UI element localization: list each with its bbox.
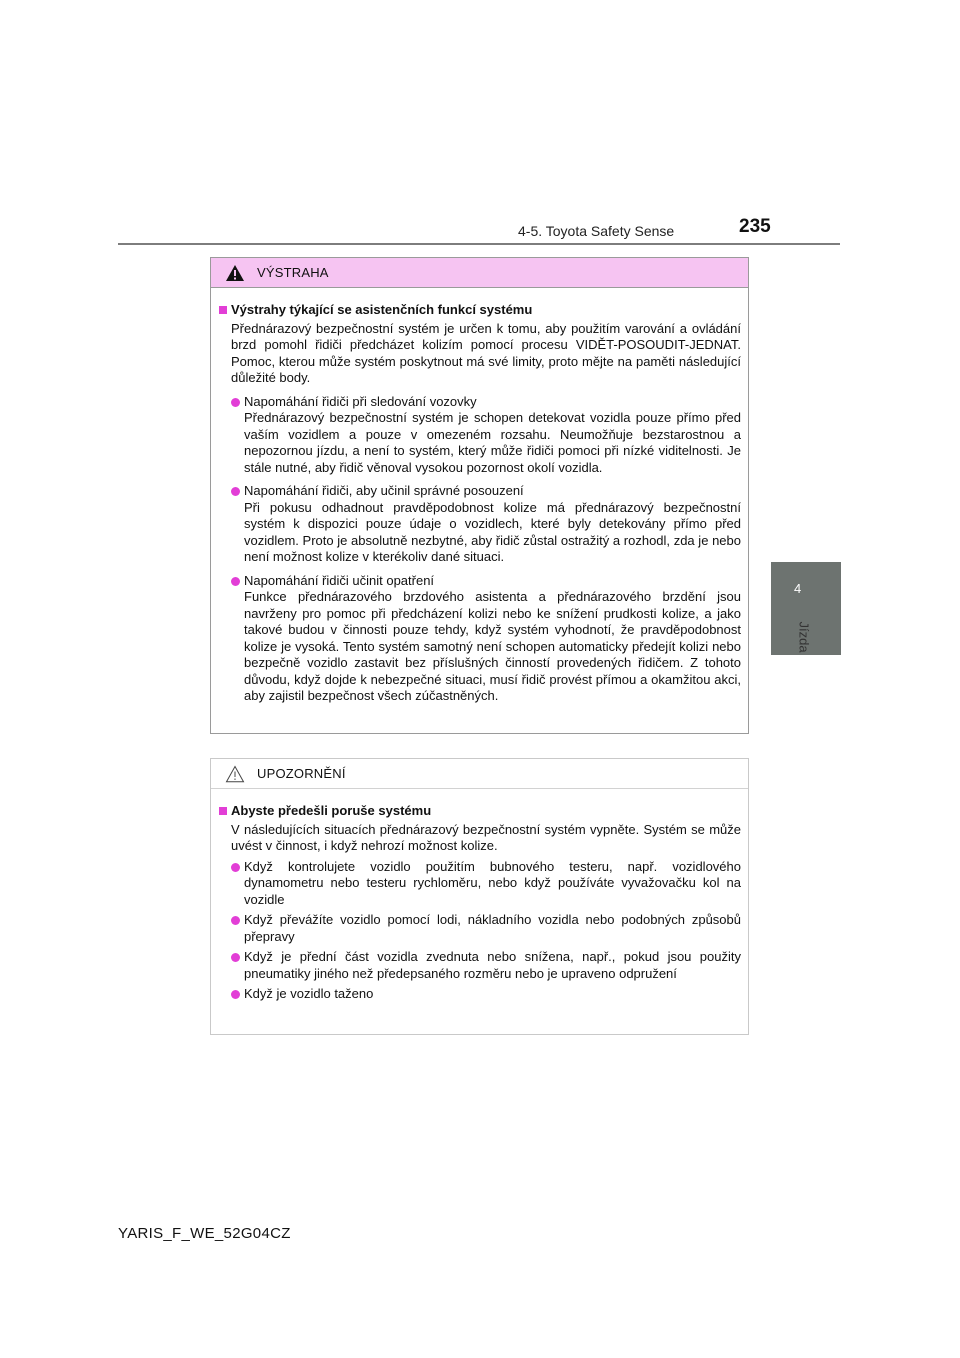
list-item (219, 573, 741, 705)
document-code: YARIS_F_WE_52G04CZ (118, 1225, 291, 1242)
list-item (219, 912, 741, 945)
round-bullet-icon (231, 487, 240, 496)
caution-box (210, 758, 749, 1035)
list-item (219, 394, 741, 477)
page-number: 235 (739, 216, 771, 237)
caution-title: UPOZORNĚNÍ (257, 766, 346, 781)
warning-content (219, 302, 741, 705)
square-bullet-icon (219, 306, 227, 314)
warning-intro: Přednárazový bezpečnostní systém je určen k tomu, aby použitím varování a ovládání brzd pomohl řidiči předcházet kolizím pomocí procesu VIDĚT-POSOUDIT-JEDNAT. Pomoc, kterou může systém poskytnout má své limity, proto mějte na paměti následující důležité body. (231, 320, 741, 385)
caution-content (219, 803, 741, 1003)
round-bullet-icon (231, 953, 240, 962)
warning-box (210, 257, 749, 734)
round-bullet-icon (231, 577, 240, 586)
list-item-title: Napomáhání řidiči, aby učinil správné posouzení (244, 483, 524, 498)
list-item-text: Když je přední část vozidla zvednuta nebo snížena, např., pokud jsou použity pneumatiky jiného než předepsaného rozměru nebo je upraveno odpružení (244, 949, 741, 981)
warning-header (211, 258, 748, 288)
list-item (219, 483, 741, 566)
list-item-text: Když je vozidlo taženo (244, 986, 374, 1001)
list-item (219, 986, 741, 1003)
round-bullet-icon (231, 990, 240, 999)
round-bullet-icon (231, 863, 240, 872)
section-title: 4-5. Toyota Safety Sense (518, 223, 675, 239)
warning-title: VÝSTRAHA (257, 265, 329, 280)
caution-section-title: Abyste předešli poruše systému (219, 803, 741, 820)
caution-header (211, 759, 748, 789)
round-bullet-icon (231, 398, 240, 407)
warning-triangle-icon (225, 264, 245, 282)
caution-intro: V následujících situacích přednárazový bezpečnostní systém vypněte. Systém se může uvést v činnost, i když nehrozí možnost kolize. (231, 821, 741, 853)
caution-triangle-icon (225, 765, 245, 783)
list-item (219, 949, 741, 982)
list-item-text: Když kontrolujete vozidlo použitím bubnového testeru, např. vozidlového dynamometru nebo testeru rychloměru, nebo když používáte vyvažovačku kol na vozidle (244, 858, 741, 907)
square-bullet-icon (219, 807, 227, 815)
chapter-label: Jízda (796, 621, 812, 653)
warning-section-title: Výstrahy týkající se asistenčních funkcí systému (219, 302, 741, 319)
header-rule (118, 243, 840, 245)
list-item-text: Přednárazový bezpečnostní systém je schopen detekovat vozidla pouze přímo před vaším vozidlem a pouze v omezeném rozsahu. Neumožňuje bezstarostnou a nepozornou jízdu, a není to systém, který může řidiči pomoci při nízké viditelnosti. Je stále nutné, aby řidič věnoval vysokou pozornost okolí vozidla. (244, 410, 741, 475)
list-item-text: Když převážíte vozidlo pomocí lodi, nákladního vozidla nebo podobných způsobů přepravy (244, 912, 741, 944)
list-item (219, 859, 741, 909)
round-bullet-icon (231, 916, 240, 925)
list-item-title: Napomáhání řidiči při sledování vozovky (244, 393, 477, 409)
chapter-number: 4 (794, 581, 802, 596)
list-item-title: Napomáhání řidiči učinit opatření (244, 572, 435, 588)
list-item-text: Při pokusu odhadnout pravděpodobnost kolize má přednárazový bezpečnostní systém k dispozici pouze údaje o vozidlech, které byly detekovány přímo před vozidlem. Proto je absolutně nezbytné, aby řidič zůstal ostražitý a rozhodl, zda je nebo není možnost kolize v kterékoliv dané situaci. (244, 499, 741, 564)
list-item-text: Funkce přednárazového brzdového asistenta a přednárazového brzdění jsou navrženy pro pomoc při předcházení kolizi nebo ke snížení prudkosti kolize, a jako takové budou v činnosti pouze tehdy, když systém vyhodnotí, že pravděpodobnost kolize je vysoká. Tento systém samotný není schopen automaticky předejít kolizi nebo bezpečně vozidlo zastavit bez příslušných činností provedených řidičem. Z tohoto důvodu, když dojde k nebezpečné situaci, musí řidič provést přímou a okamžitou akci, aby zajistil bezpečnost všech zúčastněných. (244, 589, 741, 703)
